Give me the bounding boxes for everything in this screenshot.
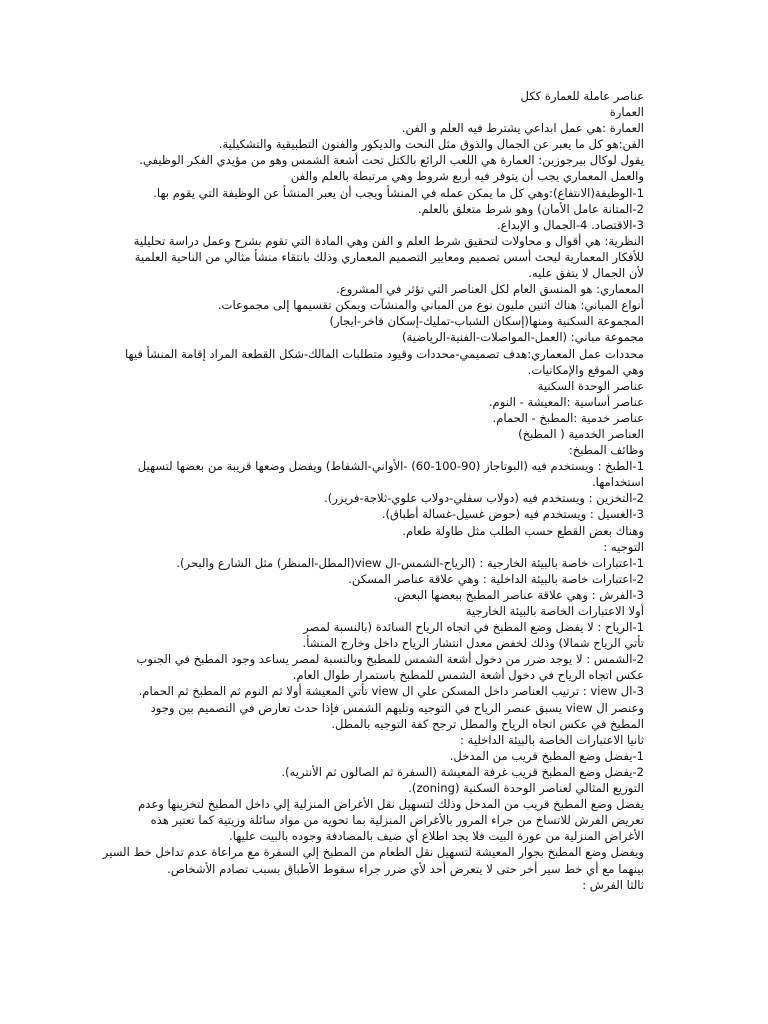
text-line: النظرية: هي أقوال و محاولات لتحقيق شرط العلم و الفن وهي المادة التي تقوم بشرح وعمل دراسة تحليلية <box>133 233 644 248</box>
text-line: وهي الموقع والإمكانيات. <box>527 362 644 377</box>
text-line: لأن الجمال لا يتفق عليه. <box>528 266 644 281</box>
text-line: 1-يفضل وضع المطبخ قريب من المدخل. <box>449 748 644 763</box>
text-line: تأتي الرياح شمالا) وذلك لخفض معدل انتشار الرياح داخل وخارج المنشأ. <box>302 636 644 651</box>
text-line: أنواع المباني: هناك اثنين مليون نوع من المباني والمنشآت ويمكن تقسيمها إلى مجموعات. <box>217 298 644 313</box>
text-line: الأغراض المنزلية من عورة البيت فلا يجد اطلاع أي ضيف بالمصادفة وجوده بالبيت عليها. <box>229 829 644 844</box>
text-line: الفن:هو كل ما يعبر عن الجمال والذوق مثل النحت والديكور والفنون التطبيقية والتشكيلية. <box>218 137 644 152</box>
text-line: العناصر الخدمية ( المطبخ) <box>518 426 644 441</box>
text-line: للأفكار المعمارية لبحث أسس تصميم ومعايير التصميم المعماري وذلك بانتقاء منشأ مثالي من الناحية العلمية <box>134 249 644 264</box>
text-line: 2-يفضل وضع المطبخ قريب غرفة المعيشة (السفرة ثم الصالون ثم الأنتريه). <box>281 764 644 779</box>
text-line: العمارة <box>609 105 644 120</box>
text-line: بينهما مع أي خط سير أخر حتى لا يتعرض أحد لأي ضرر جراء سقوط الأطباق بسبب تصادم الأشخاص. <box>167 861 644 876</box>
text-line: ثانيا الاعتبارات الخاصة بالبيئة الداخلية : <box>460 732 644 747</box>
text-line: 1-اعتبارات خاصة بالبيئة الخارجية : (الرياح-الشمس-ال view(المطل-المنظر) مثل الشارع والبحر). <box>176 555 644 570</box>
text-line: مجموعة مباني: (العمل-المواصلات-الفنية-الرياضية) <box>402 330 644 345</box>
text-line: يقول لوكال بيرجوزين: العمارة هي اللعب الرائع بالكتل تحت أشعة الشمس وهو من مؤيدي الفكر الوظيفي. <box>139 153 644 168</box>
text-line: المطبخ في عكس اتجاه الرياح والمطل ترجح كفة التوجيه بالمطل. <box>331 716 644 731</box>
text-line: محددات عمل المعماري:هدف تصميمي-محددات وقيود متطلبات المالك-شكل القطعة المراد إقامة المنشأ فيها <box>124 346 644 361</box>
text-line: المعماري: هو المنسق العام لكل العناصر التي تؤثر في المشروع. <box>336 282 644 297</box>
text-line: 2-الشمس : لا يوجد ضرر من دخول أشعة الشمس للمطبخ وبالنسبة لمصر يساعد وجود المطبخ في الجنوب <box>136 652 644 667</box>
text-line: عكس اتجاه الرياح في دخول أشعة الشمس للمطبخ باستمرار طوال العام. <box>292 668 644 683</box>
text-line: 3-ال view : ترتيب العناصر داخل المسكن علي ال view تأتي المعيشة أولا ثم النوم ثم المطبخ ثم الحمام. <box>138 684 644 699</box>
text-line: 3-الاقتصاد. 4-الجمال و الإبداع. <box>497 217 644 232</box>
text-line: 2-اعتبارات خاصة بالبيئة الداخلية : وهي علاقة عناصر المسكن. <box>348 571 644 586</box>
text-line: عناصر الوحدة السكنية <box>537 378 644 393</box>
document-body <box>90 88 644 893</box>
text-line: المجموعة السكنية ومنها(إسكان الشباب-تمليك-إسكان فاخر-ايجار) <box>329 314 644 329</box>
text-line: والعمل المعماري يجب أن يتوفر فيه أربع شروط وهي مرتبطة بالعلم والفن <box>290 169 644 184</box>
text-line: أولا الاعتبارات الخاصة بالبيئة الخارجية <box>465 604 644 618</box>
text-line: 1-الطبخ : ويستخدم فيه (البوتاجاز (90-100-60) -الأواني-الشفاط) ويفضل وضعها قريبة من بعضها لتسهيل <box>137 459 644 474</box>
text-line: التوجيه : <box>603 539 644 554</box>
text-line: وظائف المطبخ: <box>568 443 644 458</box>
text-line: العمارة :هي عمل ابداعي يشترط فيه العلم و الفن. <box>401 121 644 136</box>
text-line: التوزيع المثالي لعناصر الوحدة السكنية (zoning). <box>408 781 644 796</box>
text-line: 3-الغسيل : ويستخدم فيه (حوض غسيل-غسالة أطباق). <box>381 507 644 522</box>
text-line: 2-التخزين : ويستخدم فيه (دولاب سفلي-دولاب علوي-ثلاجة-فريزر). <box>324 491 644 506</box>
text-line: وهناك بعض القطع حسب الطلب مثل طاولة طعام. <box>402 523 644 538</box>
text-line: عناصر عاملة للعمارة ككل <box>520 89 644 103</box>
text-line: عناصر أساسية :المعيشة - النوم. <box>488 394 644 409</box>
text-line: 3-الفرش : وهي علاقة عناصر المطبخ ببعضها البعض. <box>393 587 644 602</box>
text-line: استخدامها. <box>592 475 644 490</box>
text-line: 2-المتانة عامل الأمان) وهو شرط متعلق بالعلم. <box>417 201 644 216</box>
text-line: 1-الوظيفة(الانتفاع):وهي كل ما يمكن عمله في المنشأ ويجب أن يعبر المنشأ عن الوظيفة التي يقوم بها. <box>153 185 644 200</box>
text-line: وعنصر ال view يسبق عنصر الرياح في التوجيه وتليهم الشمس فإذا حدث تعارض في التصميم بين وجود <box>150 700 644 715</box>
text-line: ثالثا الفرش : <box>582 877 644 892</box>
text-line: ويفضل وضع المطبخ بجوار المعيشة لتسهيل نقل الطعام من المطبخ إلي السفرة مع مراعاة عدم تداخل خط السير <box>102 845 644 860</box>
text-line: تعريض الفرش للاتساخ من جراء المرور بالأغراض المنزلية بما تحويه من مواد سائلة وزيتية كما تعتبر هذه <box>150 813 644 828</box>
text-line: 1-الرياح : لا يفضل وضع المطبخ في اتجاه الرياح السائدة (بالنسبة لمصر <box>303 620 644 635</box>
text-line: يفضل وضع المطبخ قريب من المدخل وذلك لتسهيل نقل الأغراض المنزلية إلي داخل المطبخ لتخزينها وعدم <box>138 797 644 812</box>
text-line: عناصر خدمية :المطبخ - الحمام. <box>492 410 644 425</box>
